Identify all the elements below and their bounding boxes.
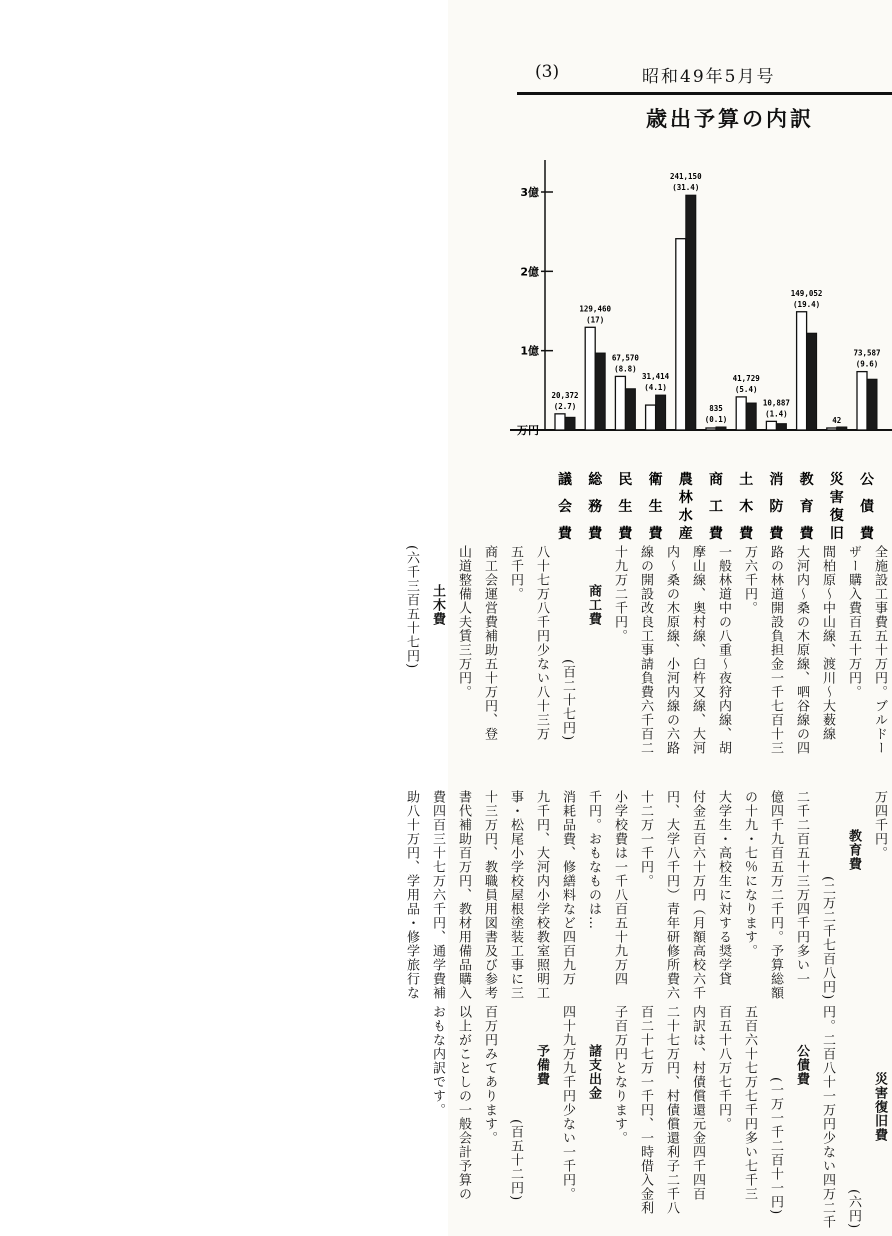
value-label: 31,414	[642, 372, 670, 382]
category-label-char: 生	[618, 499, 633, 515]
article-section	[424, 1005, 554, 1201]
category-label-char: 会	[558, 499, 572, 515]
category-label-char: 教	[799, 472, 814, 488]
text-line: 億四千九百五万二千円。予算総額	[768, 790, 783, 1000]
text-line: 百五十八万七千円。	[716, 1005, 731, 1131]
percent-label: (19.4)	[793, 299, 821, 309]
text-line: 消耗品費、修繕料など四百九万	[560, 790, 575, 986]
text-line: 百二十七万一千円、一時借入金利	[638, 1005, 653, 1215]
y-tick-label: 万円	[517, 424, 539, 437]
text-line: 二千二百五十三万四千円多い一	[794, 790, 809, 986]
section-amount: (一万一千二百十一円)	[768, 1076, 783, 1215]
percent-label: (1.4)	[765, 409, 788, 419]
text-line: 四十九万九千円少ない一千円。	[560, 1005, 575, 1201]
article-section	[866, 790, 892, 860]
category-label-char: 害	[829, 490, 844, 506]
category-label-char: 議	[558, 472, 572, 488]
text-line: の十九・七％になります。	[742, 790, 757, 958]
text-line: 大学生・高校生に対する奨学貸	[716, 790, 731, 986]
section-amount: (百五十二円)	[508, 1118, 523, 1201]
category-label-char: 総	[588, 472, 603, 488]
category-label-char: 費	[558, 526, 572, 540]
value-label: 241,150	[669, 172, 702, 182]
value-label: 10,887	[762, 398, 790, 408]
article-section	[606, 1005, 814, 1215]
value-label: 20,372	[551, 390, 579, 400]
text-line: 二百八十一万円少ない四万二千	[820, 1033, 835, 1229]
text-line: 万六千円。	[742, 545, 757, 615]
percent-label: (31.4)	[672, 183, 700, 193]
text-line: 事・松尾小学校屋根塗装工事に三	[508, 790, 523, 1000]
text-line: 摩山線、奥村線、臼杵又線、大河	[690, 545, 705, 755]
y-tick-label: 2億	[520, 265, 539, 279]
chart-title: 歳出予算の内訳	[646, 107, 814, 131]
category-label-char: 農	[678, 472, 693, 488]
percent-label: (9.6)	[855, 359, 879, 369]
percent-label: (8.8)	[614, 364, 637, 374]
text-line: 十二万一千円。	[638, 790, 653, 888]
section-heading: 教育費	[846, 829, 861, 871]
text-line: 全施設工事費五十万円。ブルドー	[872, 545, 887, 755]
category-label-char: 費	[709, 526, 723, 540]
text-line: 十三万円、教職員用図書及び参考	[482, 790, 497, 1000]
value-label: 149,052	[790, 288, 823, 298]
section-heading: 商工費	[586, 584, 601, 626]
article-section	[814, 1033, 892, 1229]
text-line: 大河内〜桑の木原線、呬谷線の四	[794, 545, 809, 755]
percent-label: (2.7)	[553, 401, 577, 411]
text-line: 八十七万八千円少ない八十三万	[534, 545, 549, 741]
article-section	[814, 1005, 840, 1033]
text-line: 内訳は、村債償還元金四千四百	[690, 1005, 705, 1201]
article-section	[554, 1005, 606, 1201]
percent-label: (4.1)	[644, 383, 667, 393]
category-label-char: 費	[799, 526, 814, 540]
category-label-char: 水	[678, 508, 693, 524]
text-line: 百万円みてあります。	[482, 1005, 497, 1145]
category-label-char: 衛	[648, 472, 663, 488]
category-label-char: 費	[618, 526, 633, 540]
text-line: 書代補助百万円、教材用備品購入	[456, 790, 471, 1000]
category-label-char: 復	[829, 508, 844, 524]
section-heading: 災害復旧費	[872, 1072, 887, 1142]
section-heading: 土木費	[430, 584, 445, 626]
category-label-char: 商	[709, 472, 723, 488]
category-label-char: 木	[739, 499, 754, 515]
text-line: 商工会運営費補助五十万円、登	[482, 545, 497, 741]
text-line: 費四百三十七万六千円、通学費補	[430, 790, 445, 1000]
category-label-char: 育	[799, 499, 814, 515]
category-label-char: 工	[709, 499, 723, 515]
percent-label: (0.1)	[704, 415, 728, 424]
text-line: 九千円、大河内小学校教室照明工	[534, 790, 549, 1000]
category-label-char: 生	[648, 499, 663, 515]
text-line: 線の開設改良工事請負費六千百二	[638, 545, 653, 755]
text-line: おもな内訳です。	[430, 1005, 445, 1117]
text-line: 助八十万円、学用品・修学旅行な	[404, 790, 419, 1000]
category-label-char: 務	[588, 499, 603, 515]
text-line: 小学校費は一千八百五十九万四	[612, 790, 627, 986]
y-tick-label: 1億	[520, 344, 539, 358]
text-band	[398, 790, 892, 1000]
value-label: 41,729	[732, 373, 760, 383]
article-section	[398, 790, 866, 1000]
section-heading: 諸支出金	[586, 1044, 601, 1100]
text-line: 円、大学八千円）青年研修所費六	[664, 790, 679, 1000]
text-line: 二十七万円、村債償還利子二千八	[664, 1005, 679, 1215]
category-label-char: 費	[769, 526, 784, 540]
section-heading: 予備費	[534, 1044, 549, 1086]
category-label-char: 災	[829, 472, 844, 488]
section-amount: (六円)	[846, 1188, 861, 1229]
category-label-char: 防	[769, 499, 784, 515]
text-line: 子百万円となります。	[612, 1005, 627, 1145]
section-amount: (百二十七円)	[560, 658, 575, 741]
text-line: 山道整備人夫賃三万円。	[456, 545, 471, 699]
category-label-char: 費	[648, 526, 663, 540]
text-line: 五百六十七万七千円多い七千三	[742, 1005, 757, 1201]
text-line: 万四千円。	[872, 790, 887, 860]
text-band	[398, 545, 892, 780]
category-label-char: 消	[769, 472, 784, 488]
text-line: 間柏原〜中山線、渡川〜大薮線	[820, 545, 835, 741]
category-label-char: 旧	[829, 526, 844, 540]
percent-label: (5.4)	[734, 384, 758, 394]
value-label: 129,460	[579, 304, 612, 314]
value-label: 42	[832, 416, 842, 425]
article-section	[606, 545, 892, 755]
category-label-char: 費	[739, 526, 754, 540]
category-label-char: 産	[678, 526, 693, 540]
text-line: 以上がことしの一般会計予算の	[456, 1005, 471, 1201]
category-label-char: 費	[588, 526, 603, 540]
section-amount: (二万二千七百八円)	[820, 875, 835, 1000]
text-line: 円。	[820, 1005, 835, 1033]
y-tick-label: 3億	[520, 186, 539, 199]
section-heading: 公債費	[794, 1044, 809, 1086]
percent-label: (17)	[586, 315, 605, 325]
value-label: 67,570	[611, 353, 639, 363]
text-band	[424, 1005, 892, 1230]
category-label-char: 土	[739, 472, 754, 488]
category-label-char: 公	[860, 472, 874, 488]
text-line: 一般林道中の八重〜夜狩内線、胡	[716, 545, 731, 755]
issue-date: 昭和49年5月号	[642, 67, 776, 87]
text-line: ザー購入費百五十万円。	[846, 545, 861, 699]
text-line: 路の林道開設負担金一千七百十三	[768, 545, 783, 755]
section-amount: (六千三百五十七円)	[404, 545, 419, 670]
text-line: 十九万二千円。	[612, 545, 627, 643]
category-label-char: 債	[860, 499, 874, 515]
text-line: 千円。おもなものは…	[586, 790, 601, 930]
article-section	[398, 545, 450, 669]
text-line: 五千円。	[508, 545, 523, 601]
category-label-char: 民	[618, 472, 633, 488]
category-label-char: 林	[678, 490, 693, 506]
value-label: 73,587	[853, 348, 881, 358]
value-label: 835	[709, 404, 723, 413]
article-section	[450, 545, 606, 741]
text-line: 内〜桑の木原線、小河内線の六路	[664, 545, 679, 755]
category-label-char: 費	[860, 526, 874, 540]
text-line: 付金五百六十万円（月額高校六千	[690, 790, 705, 1000]
page-number: (3)	[535, 62, 560, 82]
